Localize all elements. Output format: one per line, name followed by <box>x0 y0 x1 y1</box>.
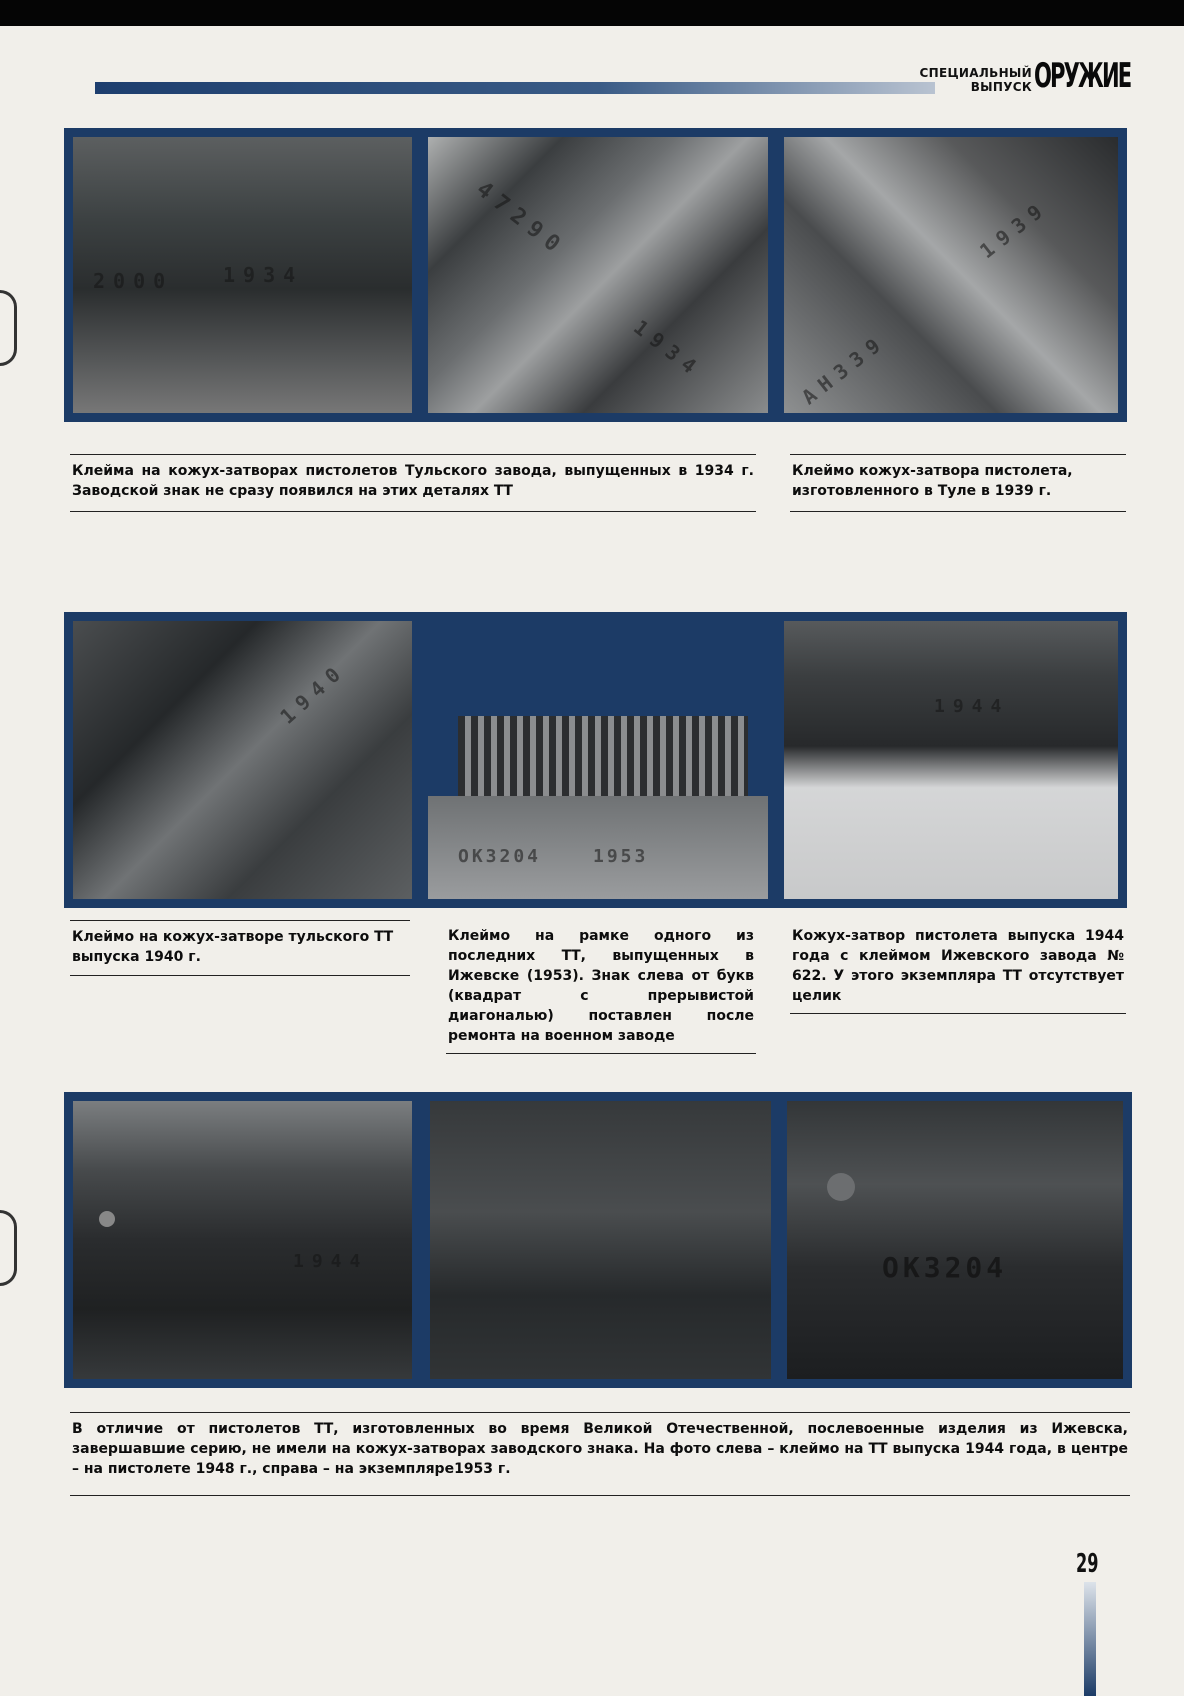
photo-slide-1940 <box>73 621 412 899</box>
year-stamp: 1944 <box>293 1251 369 1272</box>
caption-postwar: В отличие от пистолетов ТТ, изготовленных во время Великой Отечественной, послевоенные изделия из Ижевска, завершавшие серию, не имели на кожух-затворах заводского знака. На фото слева – клеймо на ТТ выпуска 1944 года, в центре – на пистолете 1948 г., справа – на экземпляре1953 г. <box>70 1412 1130 1496</box>
caption-izhevsk-1953: Клеймо на рамке одного из последних ТТ, выпущенных в Ижевске (1953). Знак слева от букв (квадрат с прерывистой диагональю) поставлен после ремонта на военном заводе <box>446 920 756 1054</box>
magazine-logo: ОРУЖИЕ <box>1034 56 1131 96</box>
caption-1934: Клейма на кожух-затворах пистолетов Тульского завода, выпущенных в 1934 г. Заводской знак не сразу появился на этих деталях ТТ <box>70 454 756 512</box>
header-line1: СПЕЦИАЛЬНЫЙ <box>919 66 1032 80</box>
photo-slide-1944 <box>784 621 1118 899</box>
photo-frame-1953 <box>428 621 768 899</box>
serial-stamp: 2000 <box>93 269 174 293</box>
serial-stamp: ОК3204 <box>458 846 542 867</box>
binder-ring <box>0 1210 17 1286</box>
year-stamp: 1934 <box>223 263 304 287</box>
year-stamp: 1940 <box>275 657 351 729</box>
year-stamp: 1934 <box>629 314 708 384</box>
serial-stamp: АН339 <box>797 328 891 410</box>
caption-1939: Клеймо кожух-затвора пистолета, изготовленного в Туле в 1939 г. <box>790 454 1126 512</box>
year-stamp: 1953 <box>593 846 649 867</box>
photo-row-1 <box>64 128 1127 422</box>
scan-top-edge <box>0 0 1184 26</box>
year-stamp: 1944 <box>934 696 1010 717</box>
caption-1940: Клеймо на кожух-затворе тульского ТТ выпуска 1940 г. <box>70 920 410 976</box>
binder-ring <box>0 290 17 366</box>
header-line2: ВЫПУСК <box>970 80 1032 94</box>
caption-1944: Кожух-затвор пистолета выпуска 1944 года с клеймом Ижевского завода № 622. У этого экземпляра ТТ отсутствует целик <box>790 920 1126 1014</box>
photo-slide-1944-b <box>73 1101 412 1379</box>
page-number-bar <box>1084 1582 1096 1696</box>
page-number: 29 <box>1076 1549 1099 1579</box>
photo-row-3 <box>64 1092 1132 1388</box>
photo-slide-1939 <box>784 137 1118 413</box>
photo-slide-1948 <box>430 1101 771 1379</box>
year-stamp: 1939 <box>975 194 1054 264</box>
photo-slide-1934-b <box>428 137 768 413</box>
serial-stamp: ОК3204 <box>882 1251 1008 1284</box>
photo-row-2 <box>64 612 1127 908</box>
photo-slide-1934-a <box>73 137 412 413</box>
photo-slide-1953 <box>787 1101 1123 1379</box>
header-rule <box>95 82 935 94</box>
serial-stamp: 47290 <box>471 176 571 263</box>
